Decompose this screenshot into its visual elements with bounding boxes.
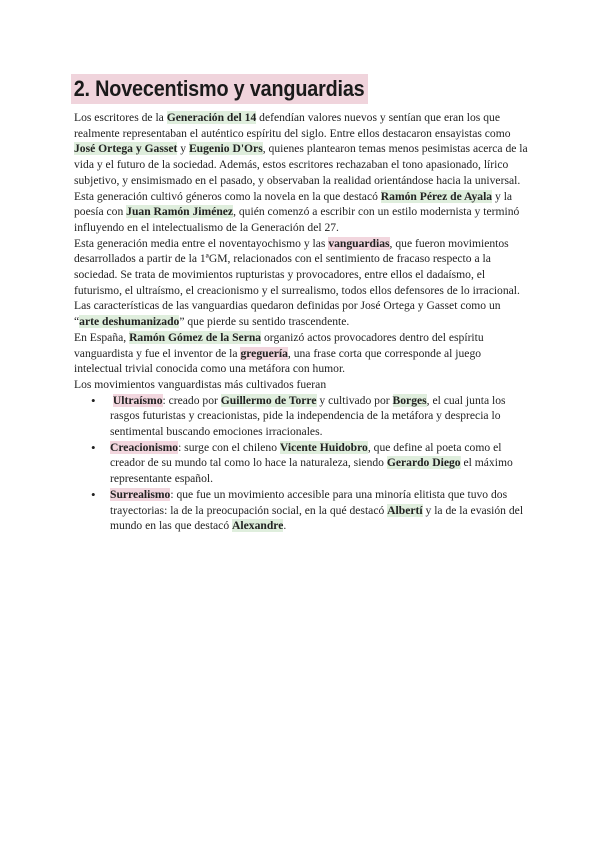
text: Los escritores de la: [74, 111, 167, 124]
highlight-gregueria: greguería: [240, 346, 288, 360]
text: , el cual junta los rasgos futuristas y creacionistas, pide la independencia de la metáfora y desprecia lo sentimental buscando emociones irracionales.: [110, 393, 506, 439]
text: , quienes plantearon temas menos pesimistas acerca de la vida y el futuro de la sociedad. Además, estos escritores rechazaban el tono apasionado, lírico subjetivo, y ensimismado en el pasado, y observaban la realidad orientándose hacia la universal.: [74, 142, 528, 187]
document-body: [74, 110, 528, 534]
highlight-eugenio-dors: Eugenio D'Ors: [188, 142, 263, 156]
text: Las características de las vanguardias quedaron definidas por José Ortega y Gasset como un “: [74, 299, 501, 329]
paragraph-caracteristicas: [74, 298, 528, 329]
text: el máximo representante español.: [110, 456, 513, 486]
movements-list: [74, 393, 528, 534]
text: .: [283, 519, 287, 533]
highlight-vicente-huidobro: Vicente Huidobro: [279, 440, 368, 454]
text: defendían valores nuevos y sentían que eran los que realmente representaban el auténtico espíritu del siglo. Entre ellos destacaron ensayistas como: [74, 111, 511, 140]
text: : que fue un movimiento accesible para una minoría elitista que tuvo dos trayectorias: la de la preocupación social, en la qué destacó: [110, 487, 508, 517]
text: , una frase corta que corresponde al juego intelectual trivial conocida como una metáfora con humor.: [74, 346, 482, 376]
paragraph-movimientos-intro: Los movimientos vanguardistas más cultivados fueran: [74, 377, 327, 391]
paragraph-generacion-14: [74, 110, 528, 189]
highlight-juan-ramon-jimenez: Juan Ramón Jiménez: [126, 205, 234, 219]
list-item-surrealismo: [110, 487, 528, 534]
paragraph-generos: [74, 189, 528, 236]
text: y: [177, 142, 189, 156]
term-creacionismo: Creacionismo: [110, 440, 179, 454]
highlight-alberti: Albertí: [387, 503, 423, 517]
highlight-generacion-14: Generación del 14: [166, 111, 257, 124]
term-surrealismo: Surrealismo: [110, 487, 171, 501]
text: y la de la evasión del mundo en las que destacó: [110, 503, 524, 533]
highlight-gerardo-diego: Gerardo Diego: [386, 456, 461, 470]
highlight-guillermo-de-torre: Guillermo de Torre: [220, 393, 317, 407]
highlight-ortega-gasset: José Ortega y Gasset: [74, 142, 178, 156]
section-title: 2. Novecentismo y vanguardias: [71, 74, 368, 104]
text: , que fueron movimientos desarrollados a partir de la 1ªGM, relacionados con el sentimiento de fracaso respecto a la sociedad. Se trata de movimientos rupturistas y provocadores, entre ellos el dadaísmo, el futurismo, el ultraísmo, el creacionismo y el surrealismo, todos ellos defensores de lo irracional.: [74, 236, 520, 297]
list-item-ultraismo: [110, 393, 528, 440]
highlight-borges: Borges: [392, 393, 427, 407]
text: : surge con el chileno: [178, 440, 280, 454]
highlight-arte-deshumanizado: arte deshumanizado: [79, 315, 180, 329]
text: , quién comenzó a escribir con un estilo modernista y terminó influyendo en el intelectualismo de la Generación del 27.: [74, 205, 520, 234]
highlight-alexandre: Alexandre: [232, 519, 284, 533]
text: Esta generación media entre el noventayochismo y las: [74, 236, 329, 250]
highlight-vanguardias: vanguardias: [328, 236, 390, 250]
text: En España,: [74, 330, 130, 344]
highlight-perez-de-ayala: Ramón Pérez de Ayala: [380, 189, 493, 203]
paragraph-espana: [74, 330, 528, 377]
highlight-gomez-de-la-serna: Ramón Gómez de la Serna: [129, 330, 262, 344]
text: organizó actos provocadores dentro del espíritu vanguardista y fue el inventor de la: [74, 330, 484, 360]
list-item-creacionismo: [110, 440, 528, 487]
text: Esta generación cultivó géneros como la novela en la que destacó: [74, 189, 381, 203]
text: y cultivado por: [316, 393, 393, 407]
term-ultraismo: Ultraísmo: [112, 393, 163, 407]
text: y la poesía con: [74, 189, 513, 219]
text: : creado por: [162, 393, 221, 407]
text: ” que pierde su sentido trascendente.: [179, 315, 350, 329]
paragraph-vanguardias: [74, 236, 528, 299]
text: , que define al poeta como el creador de su mundo tal como lo hace la naturaleza, siendo: [110, 440, 502, 470]
